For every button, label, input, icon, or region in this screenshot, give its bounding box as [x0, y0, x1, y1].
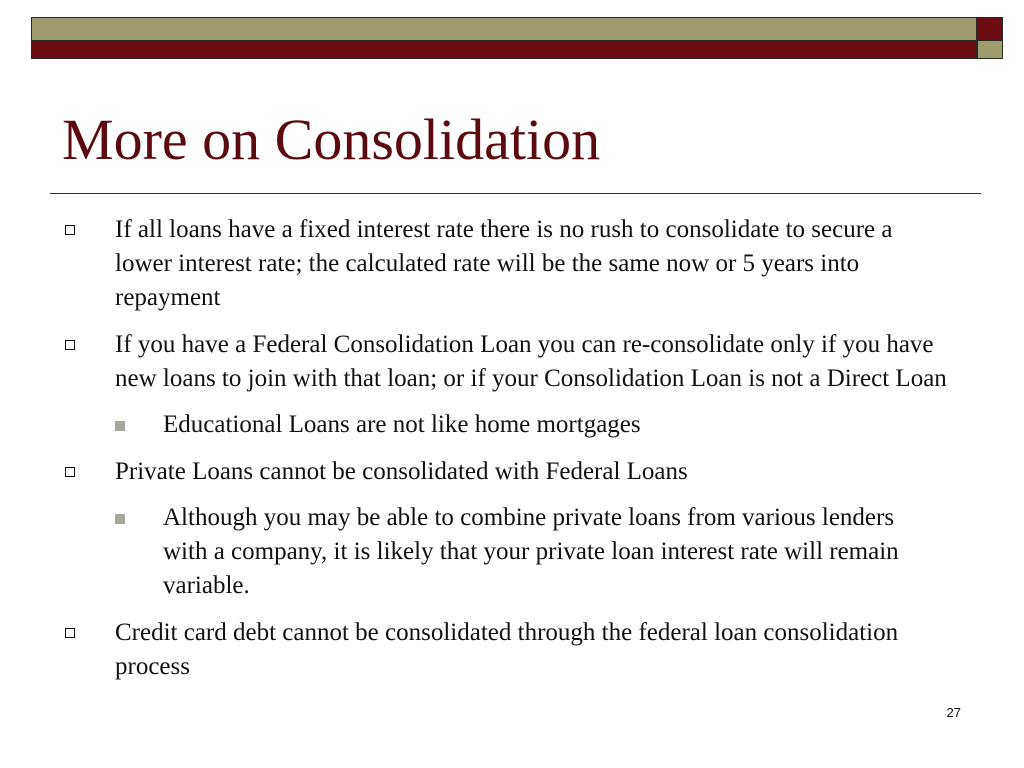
bullet-item: Credit card debt cannot be consolidated through the federal loan consolidation process	[115, 616, 954, 684]
bullet-item: If you have a Federal Consolidation Loan you can re-consolidate only if you have new loans to join with that loan; or if your Consolidation Loan is not a Direct Loan	[115, 328, 954, 396]
sub-bullet-item: Although you may be able to combine private loans from various lenders with a company, it is likely that your private loan interest rate will remain variable.	[163, 501, 934, 603]
slide-title: More on Consolidation	[62, 107, 601, 172]
bullet-list	[0, 213, 1024, 684]
title-divider	[50, 193, 981, 194]
header-square-maroon	[977, 17, 1003, 41]
page-number: 27	[946, 705, 961, 720]
header-bar-olive	[31, 17, 977, 41]
bullet-item: Private Loans cannot be consolidated with Federal Loans	[115, 455, 954, 489]
bullet-item: If all loans have a fixed interest rate there is no rush to consolidate to secure a lower interest rate; the calculated rate will be the same now or 5 years into repayment	[115, 213, 954, 315]
sub-bullet-item: Educational Loans are not like home mortgages	[163, 408, 934, 442]
header-square-olive	[977, 40, 1003, 59]
header-bar-maroon	[31, 40, 977, 59]
